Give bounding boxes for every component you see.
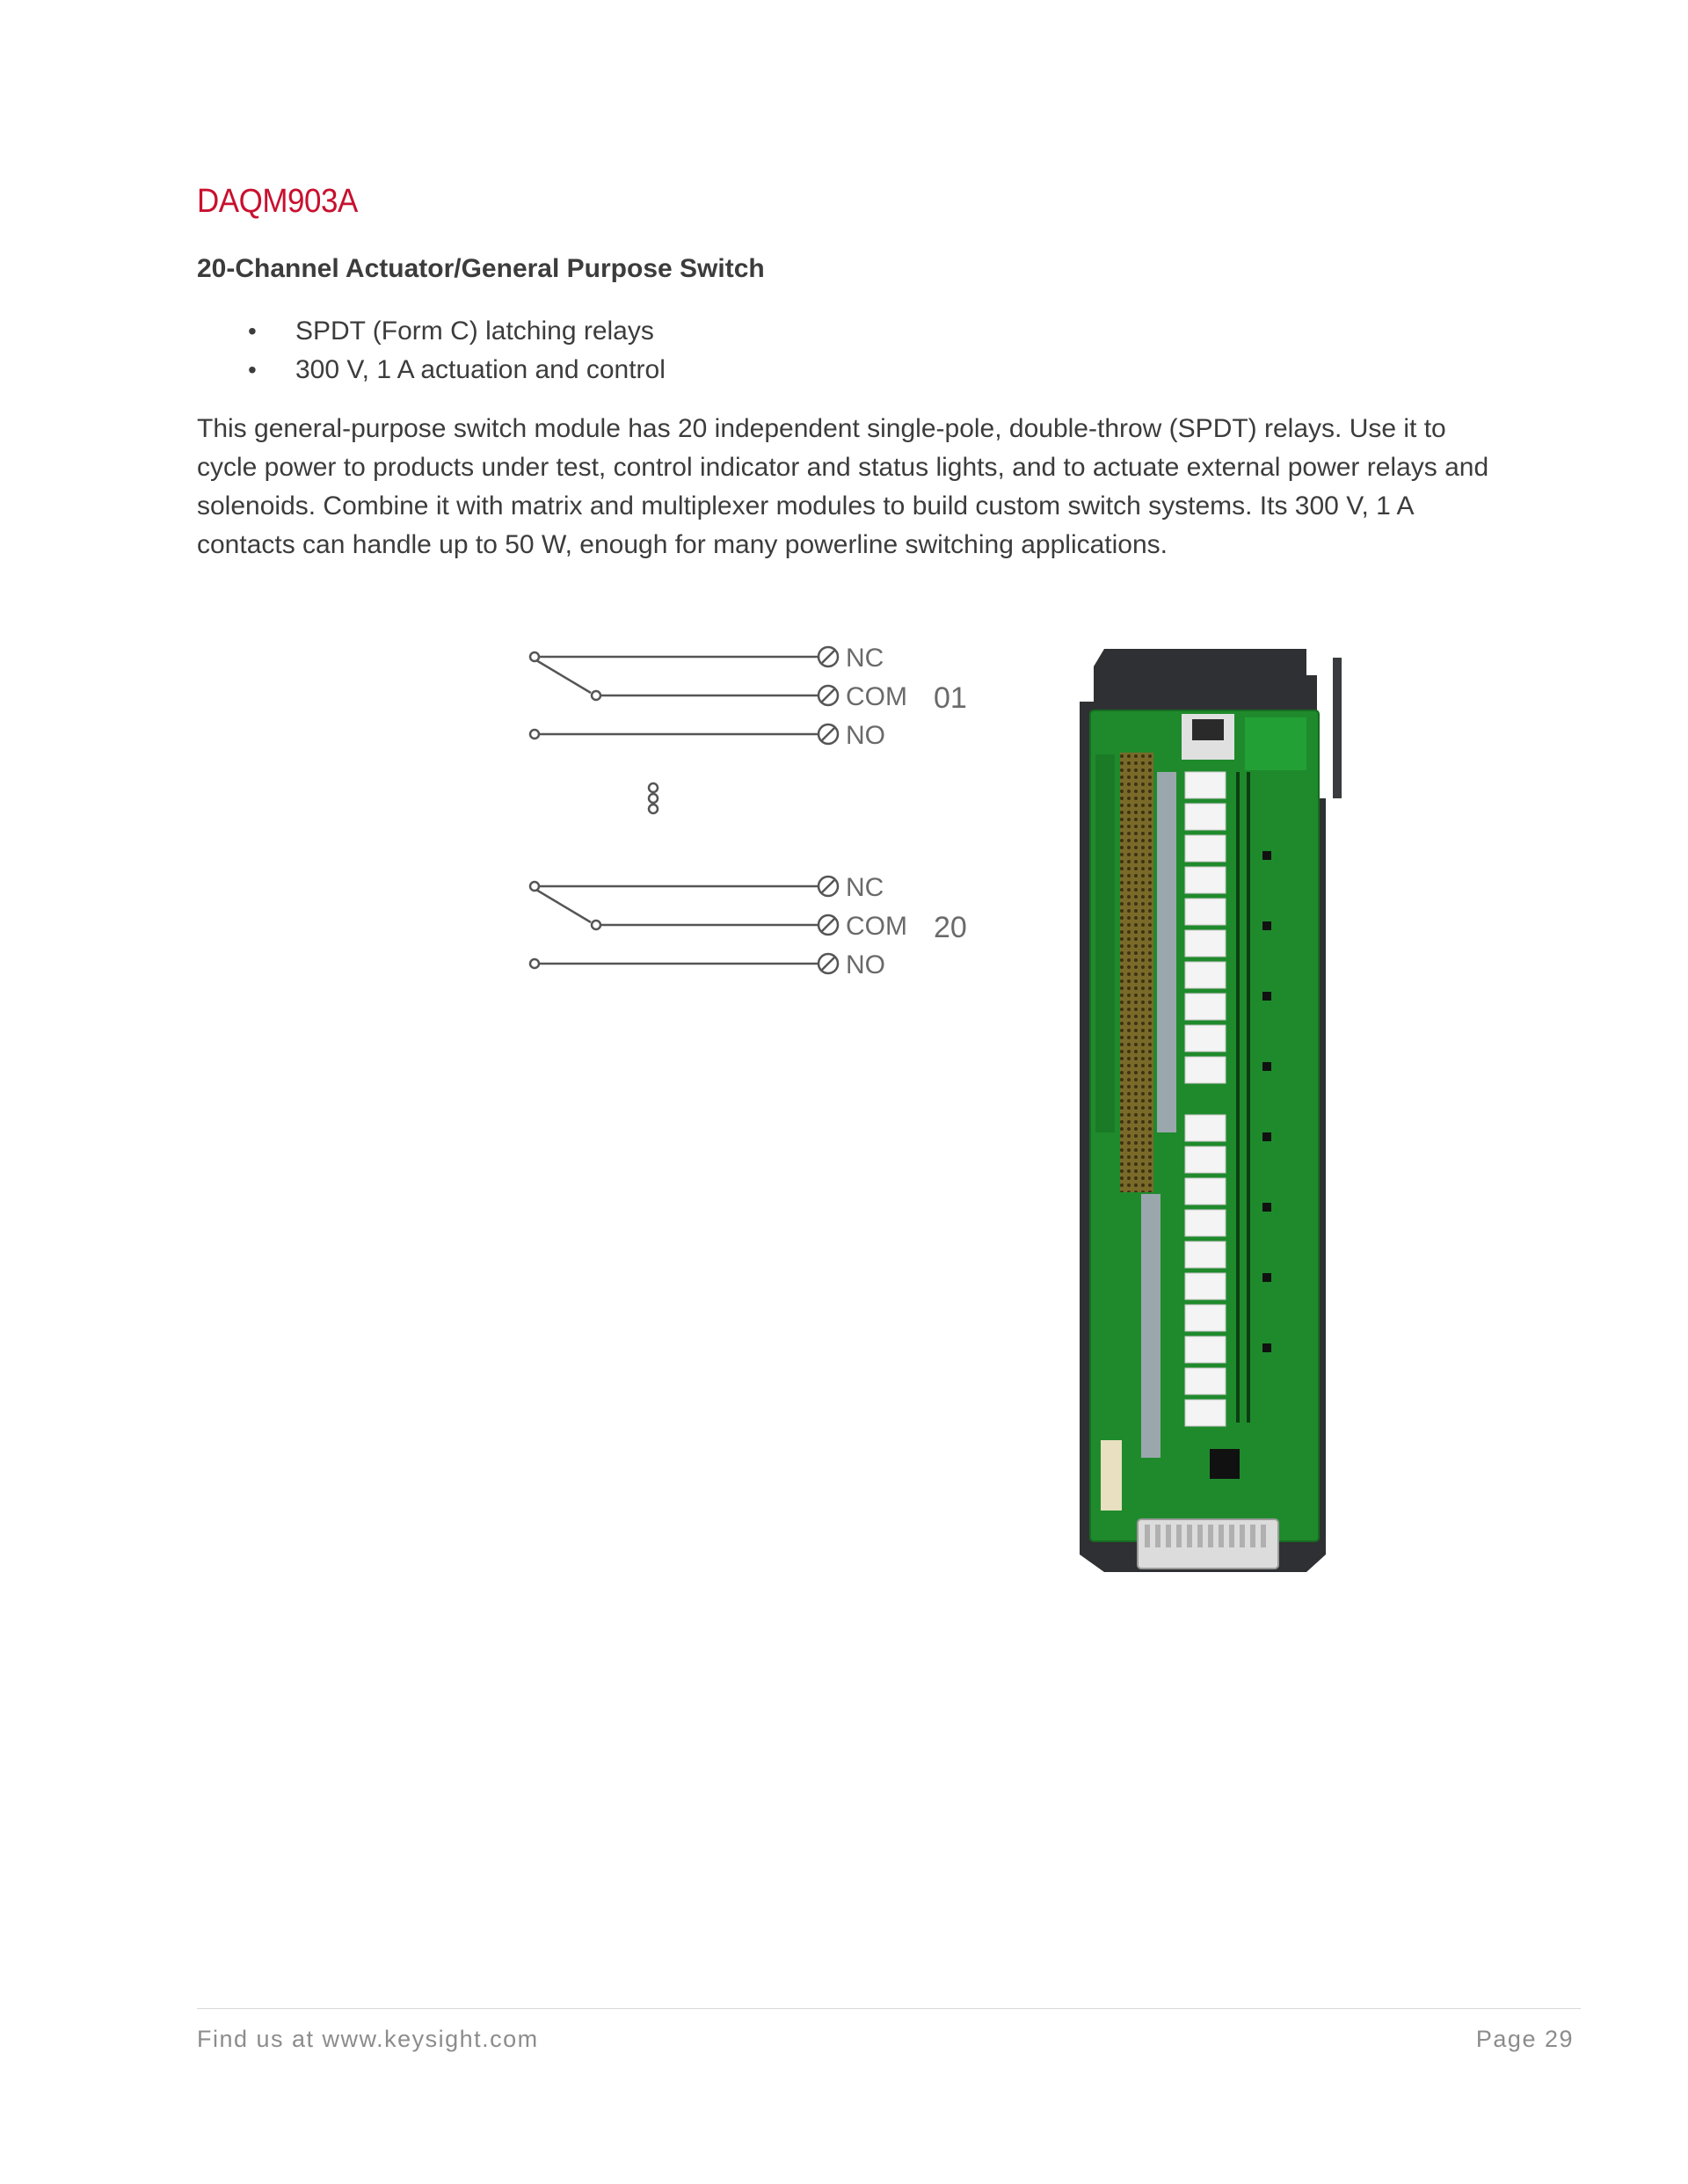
- list-item-text: SPDT (Form C) latching relays: [295, 317, 654, 346]
- list-item: [197, 351, 666, 389]
- module-photo: [1069, 640, 1350, 1572]
- terminal-label: NC: [846, 873, 884, 902]
- channel-number: 01: [934, 681, 967, 715]
- channel-number: 20: [934, 911, 967, 944]
- bullet-icon: •: [248, 356, 257, 383]
- bullet-icon: •: [248, 317, 257, 345]
- footer-website: Find us at www.keysight.com: [197, 2026, 539, 2052]
- terminal-label: COM: [846, 912, 907, 941]
- relay-schematic-diagram: [519, 633, 993, 985]
- terminal-label: NO: [846, 950, 885, 979]
- description-paragraph: This general-purpose switch module has 20 independent single-pole, double-throw (SPDT) relays. Use it to cycle power to products under test, control indicator and status lights, and to actuate external power relays and solenoids. Combine it with matrix and multiplexer modules to build custom switch systems. Its 300 V, 1 A contacts can handle up to 50 W, enough for many powerline switching applications.: [197, 414, 1489, 559]
- section-subtitle: 20-Channel Actuator/General Purpose Switch: [197, 254, 765, 283]
- list-item: [197, 312, 666, 351]
- page-number: Page 29: [1475, 2026, 1574, 2052]
- terminal-label: NO: [846, 721, 885, 750]
- feature-list: [197, 312, 666, 389]
- footer-divider: [197, 2008, 1581, 2009]
- terminal-label: NC: [846, 644, 884, 673]
- page-title: DAQM903A: [197, 183, 358, 220]
- list-item-text: 300 V, 1 A actuation and control: [295, 355, 666, 384]
- terminal-label: COM: [846, 682, 907, 711]
